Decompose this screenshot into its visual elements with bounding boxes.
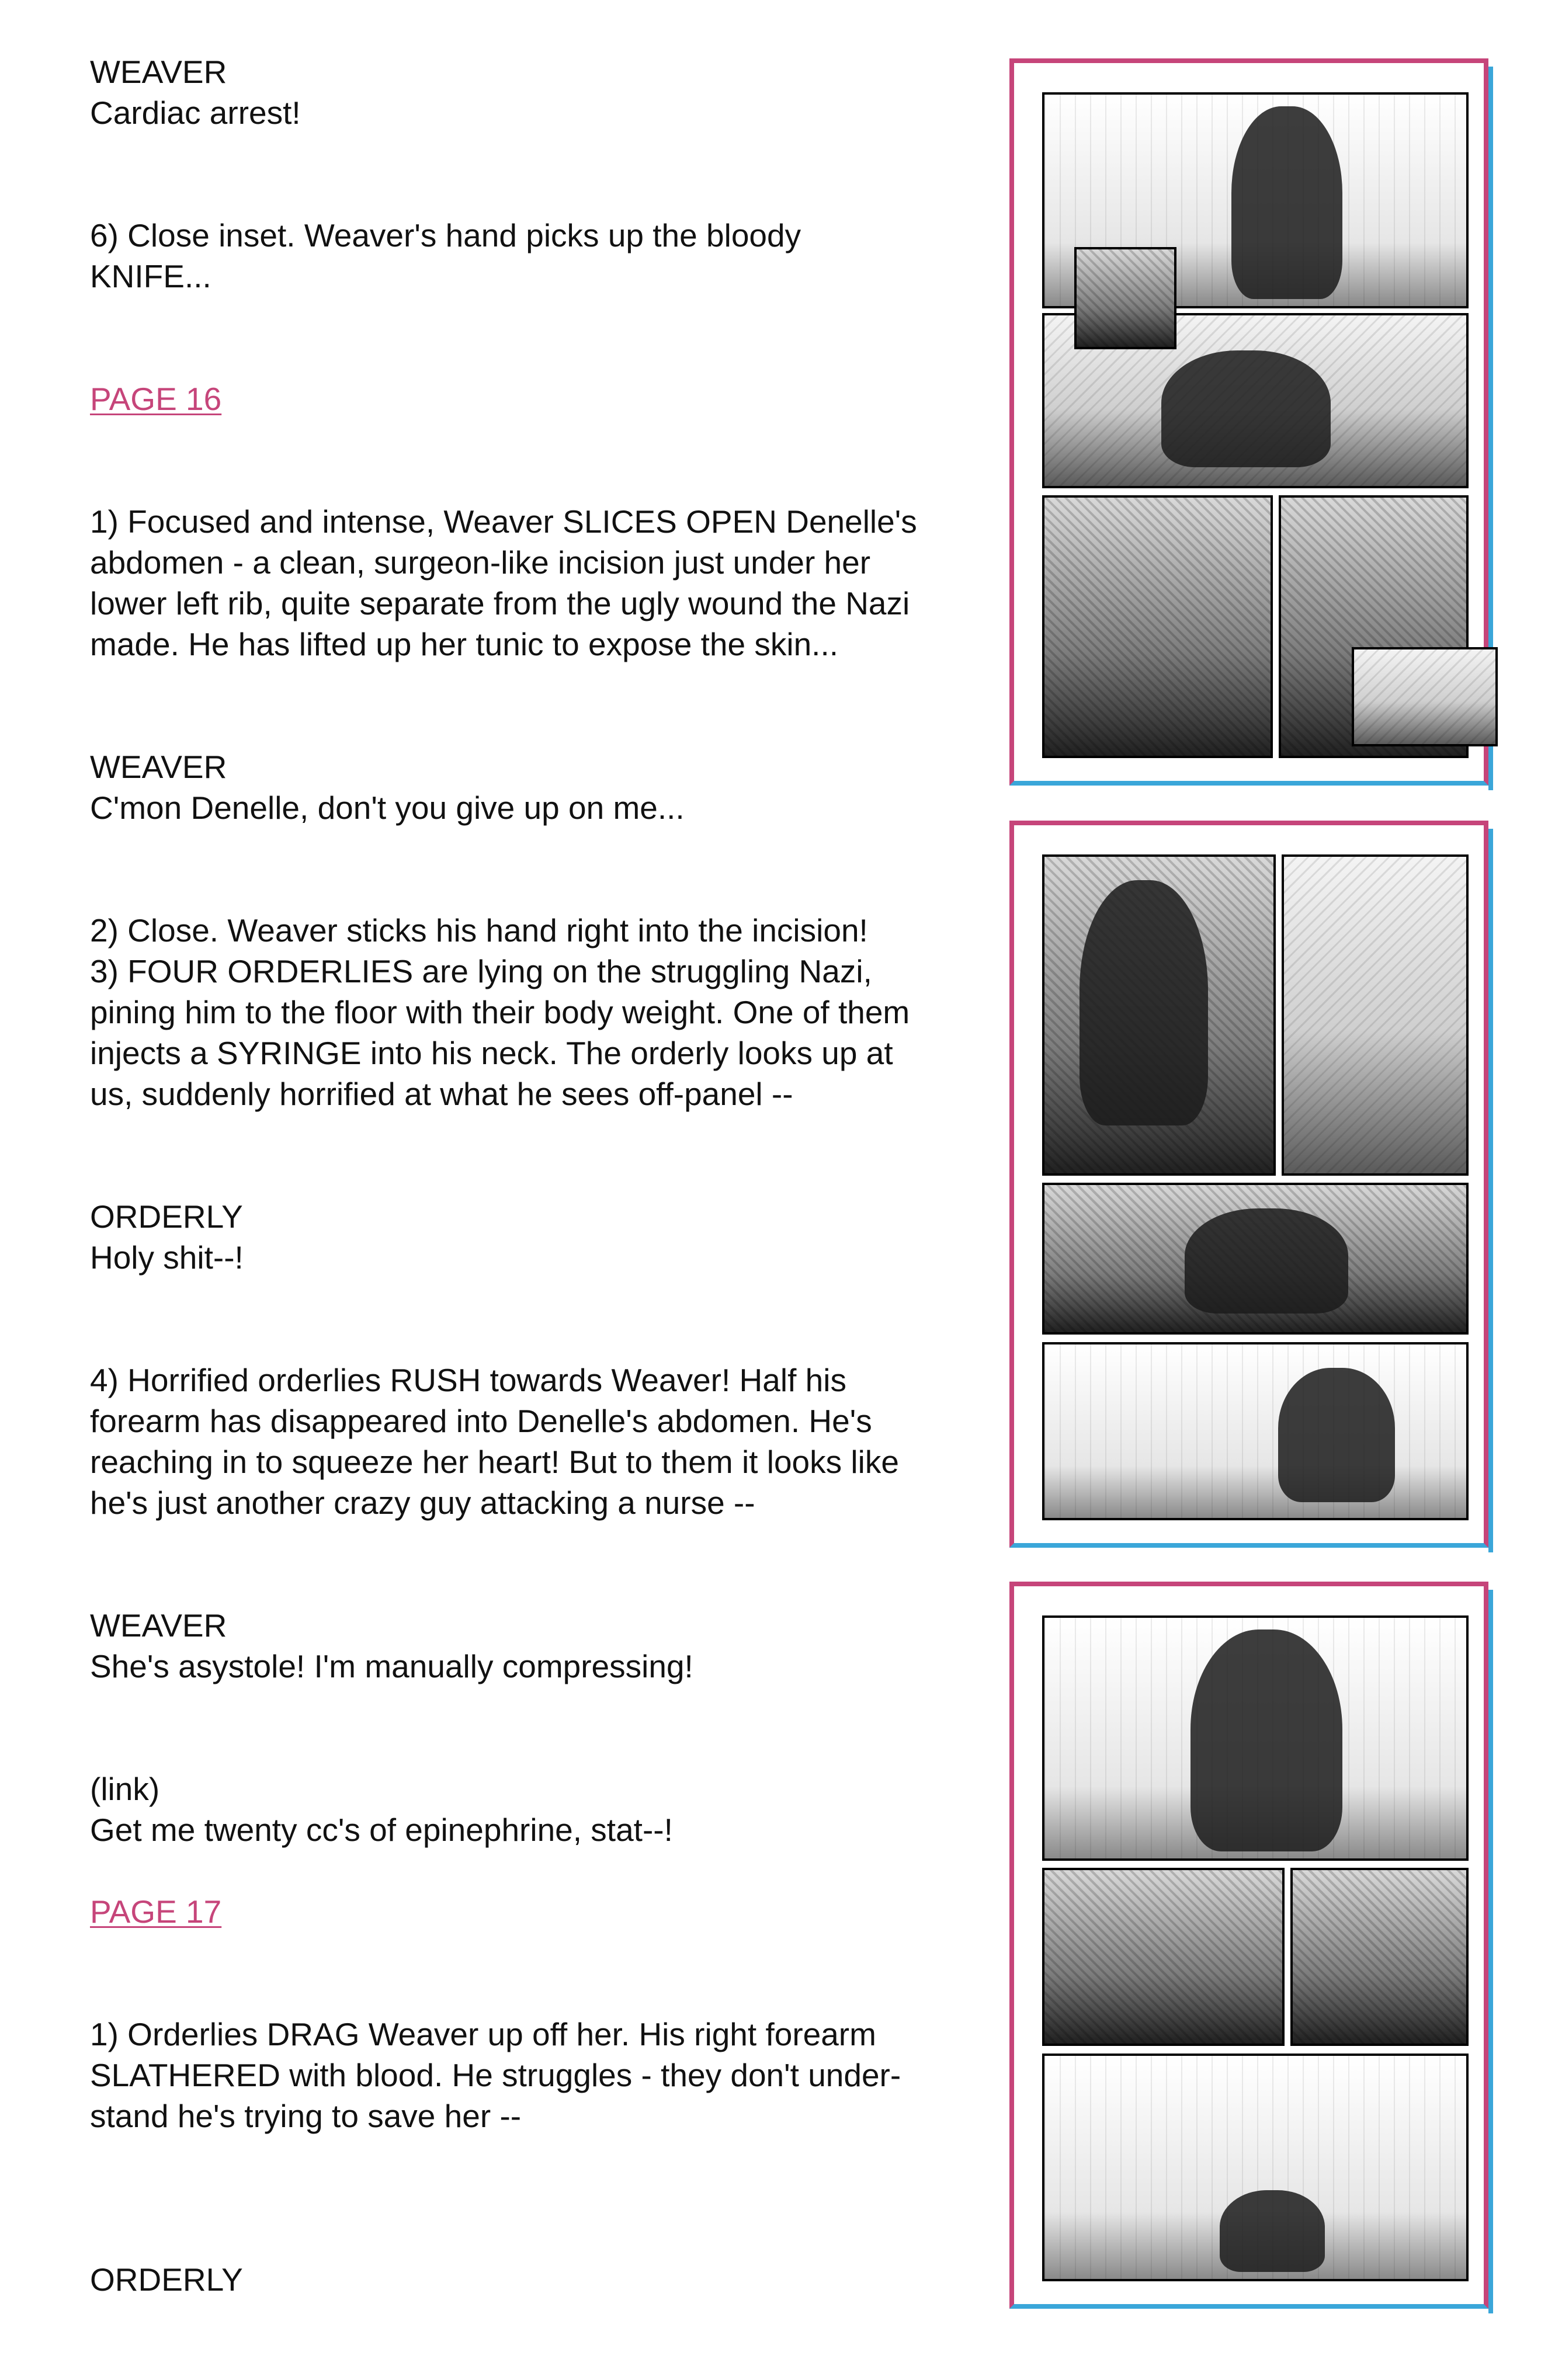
action-text: SLATHERED with blood. He struggles - they don't under- [90, 2057, 901, 2093]
comic-page-sheet [1030, 1604, 1467, 2287]
dialogue: C'mon Denelle, don't you give up on me... [90, 790, 685, 826]
dialogue: She's asystole! I'm manually compressing! [90, 1648, 693, 1684]
action-text: forearm has disappeared into Denelle's abdomen. He's [90, 1403, 872, 1439]
character-name: WEAVER [90, 54, 227, 90]
action-text: KNIFE... [90, 258, 211, 294]
comic-panel [1042, 1183, 1469, 1335]
action-text: he's just another crazy guy attacking a nurse -- [90, 1485, 755, 1521]
page-17-link[interactable]: PAGE 17 [90, 1893, 222, 1930]
comic-page-thumbnail-3[interactable] [1009, 1582, 1488, 2309]
comic-panel [1042, 854, 1276, 1176]
comic-figure [1185, 1208, 1348, 1314]
comic-page-sheet [1030, 843, 1467, 1526]
action-text: lower left rib, quite separate from the ugly wound the Nazi [90, 585, 910, 621]
comic-panel [1042, 2054, 1469, 2281]
comic-figure [1278, 1368, 1395, 1502]
character-name: ORDERLY [90, 2261, 243, 2298]
action-text: us, suddenly horrified at what he sees off-panel -- [90, 1076, 793, 1112]
parenthetical: (link) [90, 1771, 160, 1807]
comic-inset-panel [1352, 647, 1498, 746]
action-text: 6) Close inset. Weaver's hand picks up the bloody [90, 217, 801, 253]
comic-figure [1231, 106, 1342, 299]
script-column [90, 0, 990, 2380]
comic-panel [1042, 495, 1273, 758]
comic-page-thumbnail-2[interactable] [1009, 821, 1488, 1548]
action-text: pining him to the floor with their body weight. One of them [90, 994, 910, 1030]
comic-panel [1290, 1868, 1469, 2046]
action-text: 3) FOUR ORDERLIES are lying on the struggling Nazi, [90, 953, 872, 989]
action-text: 1) Focused and intense, Weaver SLICES OPEN Denelle's [90, 503, 917, 540]
comic-panel [1042, 1868, 1285, 2046]
dialogue: Cardiac arrest! [90, 95, 301, 131]
action-text: stand he's trying to save her -- [90, 2098, 522, 2134]
character-name: WEAVER [90, 1607, 227, 1644]
character-name: ORDERLY [90, 1198, 243, 1235]
page-16-link[interactable]: PAGE 16 [90, 381, 222, 417]
action-text: reaching in to squeeze her heart! But to them it looks like [90, 1444, 899, 1480]
comic-page-thumbnail-1[interactable] [1009, 58, 1488, 786]
character-name: WEAVER [90, 749, 227, 785]
action-text: abdomen - a clean, surgeon-like incision just under her [90, 544, 871, 581]
dialogue: Get me twenty cc's of epinephrine, stat--! [90, 1812, 673, 1848]
comic-inset-panel [1074, 247, 1176, 349]
comic-figure [1080, 880, 1208, 1125]
comic-page-sheet [1030, 81, 1467, 763]
comic-panel [1042, 1342, 1469, 1520]
comic-panel [1042, 1615, 1469, 1861]
comic-panel [1282, 854, 1469, 1176]
action-text: 1) Orderlies DRAG Weaver up off her. His right forearm [90, 2016, 876, 2052]
dialogue: Holy shit--! [90, 1239, 244, 1276]
comic-figure [1220, 2190, 1325, 2272]
action-text: made. He has lifted up her tunic to expose the skin... [90, 626, 839, 662]
action-text: injects a SYRINGE into his neck. The orderly looks up at [90, 1035, 893, 1071]
comic-figure [1161, 350, 1331, 467]
action-text: 4) Horrified orderlies RUSH towards Weaver! Half his [90, 1362, 846, 1398]
action-text: 2) Close. Weaver sticks his hand right into the incision! [90, 912, 868, 948]
comic-figure [1190, 1629, 1342, 1851]
